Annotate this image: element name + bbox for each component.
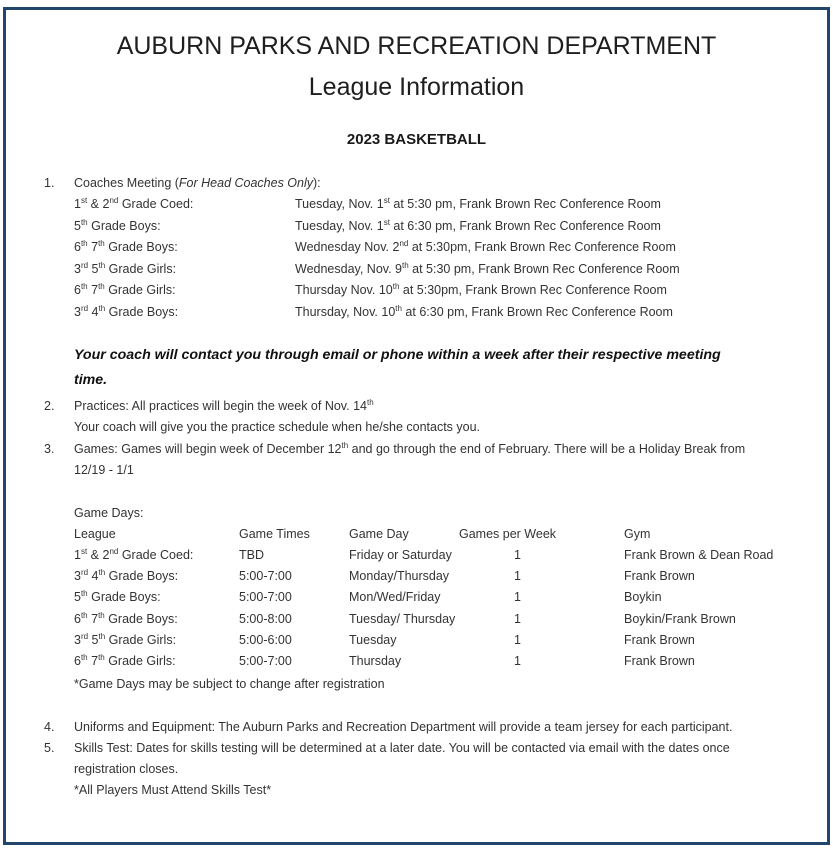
meeting-when: Wednesday Nov. 2nd at 5:30pm, Frank Brown Rec Conference Room bbox=[295, 238, 676, 254]
cell-games-per-week: 1 bbox=[514, 569, 521, 584]
cell-game-times: 5:00-8:00 bbox=[239, 611, 292, 626]
games-text-sup: th bbox=[341, 440, 349, 450]
column-header-games-per-week: Games per Week bbox=[459, 527, 557, 541]
meeting-grade: 6th 7th Grade Girls: bbox=[74, 281, 176, 297]
cell-games-per-week: 1 bbox=[514, 548, 521, 562]
item-number-2: 2. bbox=[44, 399, 55, 413]
document-frame bbox=[3, 7, 830, 845]
coaches-meeting-label-end: ): bbox=[313, 176, 321, 190]
column-header-game-day: Game Day bbox=[349, 527, 409, 541]
page-subtitle: League Information bbox=[308, 73, 525, 101]
practices-line2: Your coach will give you the practice schedule when he/she contacts you. bbox=[74, 420, 481, 434]
games-line2: 12/19 - 1/1 bbox=[74, 463, 134, 477]
skills-line bbox=[74, 741, 730, 755]
cell-league: 3rd 4th Grade Boys: bbox=[74, 568, 179, 584]
games-text-rest: and go through the end of February. There will be a Holiday Break from bbox=[348, 442, 746, 456]
meeting-grade: 6th 7th Grade Boys: bbox=[74, 238, 178, 254]
cell-game-times: 5:00-6:00 bbox=[239, 632, 292, 647]
games-label: Games: bbox=[74, 442, 118, 456]
coaches-meeting-label: Coaches Meeting ( bbox=[74, 176, 179, 190]
coaches-meeting-heading bbox=[74, 176, 321, 190]
coaches-meeting-label-italic: For Head Coaches Only bbox=[178, 176, 314, 190]
skills-label: Skills Test: bbox=[74, 741, 133, 755]
cell-game-day: Friday or Saturday bbox=[349, 548, 452, 562]
cell-league: 1st & 2nd Grade Coed: bbox=[74, 546, 194, 562]
cell-gym: Frank Brown bbox=[624, 632, 695, 647]
cell-league: 6th 7th Grade Girls: bbox=[74, 652, 176, 668]
meeting-when: Tuesday, Nov. 1st at 5:30 pm, Frank Brown Rec Conference Room bbox=[295, 195, 661, 211]
coach-contact-notice-line2: time. bbox=[74, 372, 108, 388]
item-number-5: 5. bbox=[44, 741, 55, 755]
item-number-3: 3. bbox=[44, 442, 55, 456]
cell-gym: Frank Brown bbox=[624, 654, 695, 668]
meeting-when: Wednesday, Nov. 9th at 5:30 pm, Frank Brown Rec Conference Room bbox=[295, 260, 680, 276]
cell-games-per-week: 1 bbox=[514, 632, 521, 647]
cell-game-day: Mon/Wed/Friday bbox=[349, 590, 441, 605]
cell-gym: Boykin/Frank Brown bbox=[624, 611, 736, 626]
meeting-when: Tuesday, Nov. 1st at 6:30 pm, Frank Brown Rec Conference Room bbox=[295, 217, 661, 233]
cell-game-day: Tuesday/ Thursday bbox=[349, 611, 456, 626]
cell-league: 5th Grade Boys: bbox=[74, 589, 161, 605]
uniforms-text: The Auburn Parks and Recreation Department will provide a team jersey for each participant. bbox=[215, 720, 733, 734]
game-days-heading: Game Days: bbox=[74, 506, 144, 520]
games-text: Games will begin week of December 12 bbox=[117, 442, 342, 456]
cell-game-times: 5:00-7:00 bbox=[239, 654, 292, 668]
cell-league: 3rd 5th Grade Girls: bbox=[74, 631, 177, 647]
cell-game-times: 5:00-7:00 bbox=[239, 569, 292, 584]
meeting-grade: 3rd 5th Grade Girls: bbox=[74, 260, 177, 276]
skills-line2: registration closes. bbox=[74, 762, 179, 776]
meeting-grade: 1st & 2nd Grade Coed: bbox=[74, 195, 194, 211]
column-header-game-times: Game Times bbox=[239, 527, 310, 541]
meeting-grade: 3rd 4th Grade Boys: bbox=[74, 303, 179, 319]
uniforms-label: Uniforms and Equipment: bbox=[74, 720, 216, 734]
skills-line3: *All Players Must Attend Skills Test* bbox=[74, 783, 272, 797]
column-header-gym: Gym bbox=[624, 527, 651, 541]
cell-game-day: Tuesday bbox=[349, 632, 397, 647]
page-title: AUBURN PARKS AND RECREATION DEPARTMENT bbox=[116, 32, 717, 60]
cell-game-day: Monday/Thursday bbox=[349, 569, 450, 584]
practices-line bbox=[74, 399, 374, 413]
cell-game-day: Thursday bbox=[349, 654, 402, 668]
meeting-grade: 5th Grade Boys: bbox=[74, 217, 161, 233]
cell-game-times: 5:00-7:00 bbox=[239, 590, 292, 605]
cell-gym: Frank Brown & Dean Road bbox=[624, 548, 774, 562]
meeting-when: Thursday Nov. 10th at 5:30pm, Frank Brown Rec Conference Room bbox=[295, 281, 667, 297]
meeting-when: Thursday, Nov. 10th at 6:30 pm, Frank Brown Rec Conference Room bbox=[295, 303, 673, 319]
practices-text: All practices will begin the week of Nov. 14 bbox=[128, 399, 367, 413]
section-heading: 2023 BASKETBALL bbox=[346, 131, 487, 148]
cell-league: 6th 7th Grade Boys: bbox=[74, 610, 178, 626]
cell-gym: Frank Brown bbox=[624, 569, 695, 584]
cell-games-per-week: 1 bbox=[514, 654, 521, 668]
skills-text: Dates for skills testing will be determined at a later date. You will be contacted via email with the dates once bbox=[132, 741, 730, 755]
cell-games-per-week: 1 bbox=[514, 611, 521, 626]
item-number-1: 1. bbox=[44, 176, 55, 190]
practices-text-sup: th bbox=[366, 397, 374, 407]
coach-contact-notice-line1: Your coach will contact you through email or phone within a week after their respective meeting bbox=[74, 347, 721, 363]
practices-label: Practices: bbox=[74, 399, 129, 413]
cell-game-times: TBD bbox=[239, 548, 264, 562]
column-header-league: League bbox=[74, 527, 116, 541]
item-number-4: 4. bbox=[44, 720, 55, 734]
cell-games-per-week: 1 bbox=[514, 590, 521, 605]
game-days-footnote: *Game Days may be subject to change after registration bbox=[74, 677, 385, 691]
uniforms-line bbox=[74, 720, 732, 734]
games-line bbox=[74, 442, 745, 456]
cell-gym: Boykin bbox=[624, 590, 662, 605]
